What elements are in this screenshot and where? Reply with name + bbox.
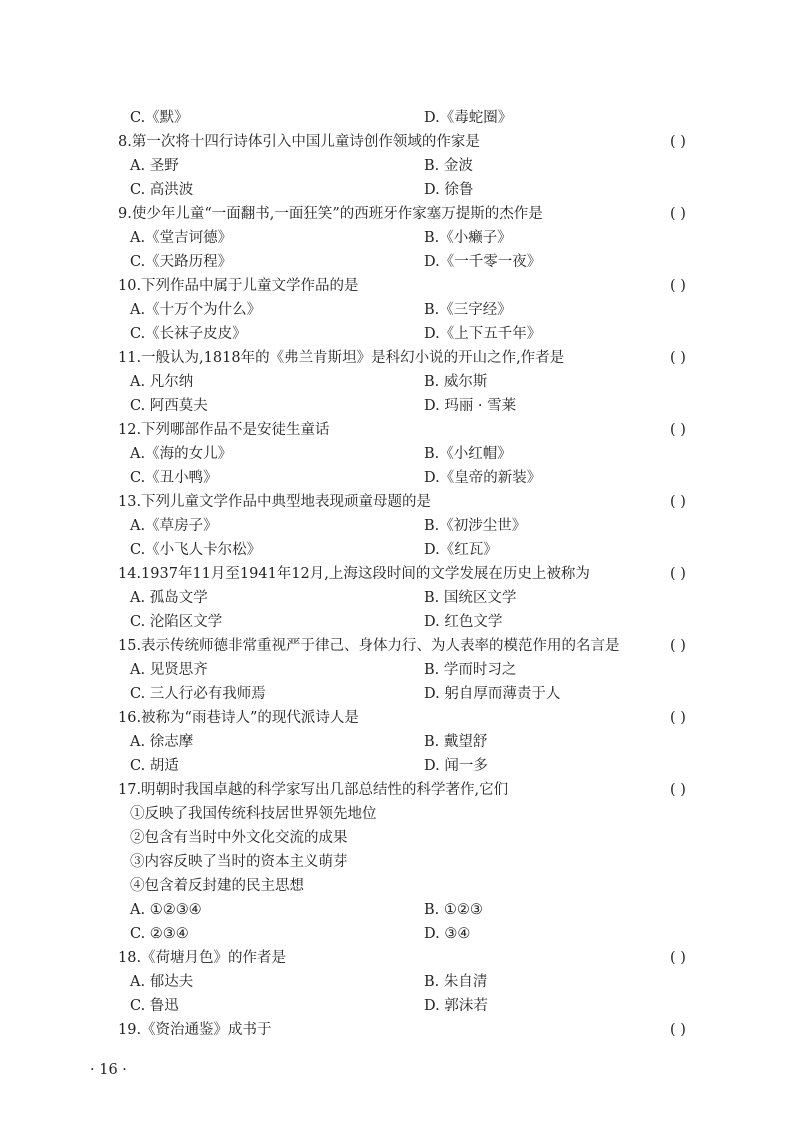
statement-text: ②包含有当时中外文化交流的成果: [130, 830, 348, 846]
option-left: C. 三人行必有我师焉: [130, 686, 266, 702]
question-text: 19.《资治通鉴》成书于: [118, 1022, 272, 1038]
option-left: A. 圣野: [130, 158, 179, 174]
option-left: A.《海的女儿》: [130, 446, 233, 462]
statement-line: [0, 850, 800, 874]
option-left: A. ①②③④: [130, 902, 202, 918]
statement-text: ③内容反映了当时的资本主义萌芽: [130, 854, 348, 870]
option-row: [0, 154, 800, 178]
option-left: C.《天路历程》: [130, 254, 233, 270]
answer-blank: ( ): [670, 950, 686, 966]
question-text: 13.下列儿童文学作品中典型地表现顽童母题的是: [118, 494, 432, 510]
option-right: B. 学而时习之: [424, 662, 517, 678]
option-row: [0, 658, 800, 682]
question-text: 8.第一次将十四行诗体引入中国儿童诗创作领域的作家是: [118, 134, 480, 150]
question-text: 15.表示传统师德非常重视严于律己、身体力行、为人表率的模范作用的名言是: [118, 638, 620, 654]
option-left: A. 见贤思齐: [130, 662, 208, 678]
option-row: [0, 730, 800, 754]
option-row: [0, 898, 800, 922]
option-right: B. 金波: [424, 158, 473, 174]
option-right: B.《三字经》: [424, 302, 512, 318]
question-line: [0, 346, 800, 370]
option-right: B. 国统区文学: [424, 590, 517, 606]
option-right: D.《毒蛇圈》: [424, 110, 513, 126]
question-line: [0, 562, 800, 586]
question-line: [0, 202, 800, 226]
option-right: B. ①②③: [424, 902, 483, 918]
option-right: D. 躬自厚而薄责于人: [424, 686, 561, 702]
option-row: [0, 538, 800, 562]
question-line: [0, 634, 800, 658]
option-row: [0, 250, 800, 274]
option-row: [0, 442, 800, 466]
option-right: B. 戴望舒: [424, 734, 488, 750]
option-left: C. 胡适: [130, 758, 179, 774]
statement-text: ①反映了我国传统科技居世界领先地位: [130, 806, 377, 822]
option-row: [0, 226, 800, 250]
option-left: A. 徐志摩: [130, 734, 194, 750]
option-row: [0, 298, 800, 322]
statement-line: [0, 874, 800, 898]
question-line: [0, 418, 800, 442]
option-row: [0, 994, 800, 1018]
option-left: A. 孤岛文学: [130, 590, 208, 606]
option-left: C. 沦陷区文学: [130, 614, 223, 630]
option-left: C. 高洪波: [130, 182, 194, 198]
answer-blank: ( ): [670, 1022, 686, 1038]
option-row: [0, 106, 800, 130]
option-right: B.《初涉尘世》: [424, 518, 527, 534]
answer-blank: ( ): [670, 422, 686, 438]
option-right: D.《上下五千年》: [424, 326, 542, 342]
option-left: A. 郁达夫: [130, 974, 194, 990]
statement-line: [0, 826, 800, 850]
option-left: C.《长袜子皮皮》: [130, 326, 247, 342]
option-right: D.《一千零一夜》: [424, 254, 542, 270]
question-line: [0, 490, 800, 514]
question-text: 11.一般认为,1818年的《弗兰肯斯坦》是科幻小说的开山之作,作者是: [118, 350, 565, 366]
option-row: [0, 178, 800, 202]
option-right: D.《红瓦》: [424, 542, 498, 558]
answer-blank: ( ): [670, 350, 686, 366]
answer-blank: ( ): [670, 782, 686, 798]
question-line: [0, 274, 800, 298]
option-row: [0, 466, 800, 490]
option-right: B. 威尔斯: [424, 374, 488, 390]
option-left: C. ②③④: [130, 926, 189, 942]
option-left: A.《草房子》: [130, 518, 218, 534]
option-right: B.《小红帽》: [424, 446, 512, 462]
option-right: D. 玛丽 · 雪莱: [424, 398, 517, 414]
option-row: [0, 370, 800, 394]
option-left: A. 凡尔纳: [130, 374, 194, 390]
question-line: [0, 1018, 800, 1042]
answer-blank: ( ): [670, 638, 686, 654]
option-left: C. 阿西莫夫: [130, 398, 208, 414]
question-text: 18.《荷塘月色》的作者是: [118, 950, 287, 966]
option-right: D.《皇帝的新装》: [424, 470, 542, 486]
option-left: C. 鲁迅: [130, 998, 179, 1014]
option-row: [0, 514, 800, 538]
option-left: C.《小飞人卡尔松》: [130, 542, 262, 558]
question-text: 14.1937年11月至1941年12月,上海这段时间的文学发展在历史上被称为: [118, 566, 590, 582]
option-row: [0, 394, 800, 418]
option-row: [0, 970, 800, 994]
option-right: D. ③④: [424, 926, 471, 942]
question-line: [0, 706, 800, 730]
option-right: B.《小癞子》: [424, 230, 512, 246]
answer-blank: ( ): [670, 566, 686, 582]
question-line: [0, 946, 800, 970]
answer-blank: ( ): [670, 494, 686, 510]
option-left: C.《默》: [130, 110, 189, 126]
question-text: 12.下列哪部作品不是安徒生童话: [118, 422, 330, 438]
option-right: D. 红色文学: [424, 614, 503, 630]
option-row: [0, 922, 800, 946]
question-line: [0, 130, 800, 154]
option-right: D. 郭沫若: [424, 998, 488, 1014]
answer-blank: ( ): [670, 134, 686, 150]
option-right: D. 徐鲁: [424, 182, 474, 198]
question-text: 17.明朝时我国卓越的科学家写出几部总结性的科学著作,它们: [118, 782, 509, 798]
option-row: [0, 586, 800, 610]
option-right: D. 闻一多: [424, 758, 488, 774]
option-row: [0, 682, 800, 706]
question-line: [0, 778, 800, 802]
option-left: A.《十万个为什么》: [130, 302, 262, 318]
option-row: [0, 754, 800, 778]
answer-blank: ( ): [670, 710, 686, 726]
option-row: [0, 322, 800, 346]
page-number: · 16 ·: [90, 1062, 127, 1078]
question-text: 10.下列作品中属于儿童文学作品的是: [118, 278, 359, 294]
question-text: 16.被称为“雨巷诗人”的现代派诗人是: [118, 710, 359, 726]
option-left: C.《丑小鸭》: [130, 470, 218, 486]
answer-blank: ( ): [670, 278, 686, 294]
question-text: 9.使少年儿童“一面翻书,一面狂笑”的西班牙作家塞万提斯的杰作是: [118, 206, 543, 222]
option-left: A.《堂吉诃德》: [130, 230, 233, 246]
option-row: [0, 610, 800, 634]
option-right: B. 朱自清: [424, 974, 488, 990]
statement-line: [0, 802, 800, 826]
statement-text: ④包含着反封建的民主思想: [130, 878, 304, 894]
answer-blank: ( ): [670, 206, 686, 222]
